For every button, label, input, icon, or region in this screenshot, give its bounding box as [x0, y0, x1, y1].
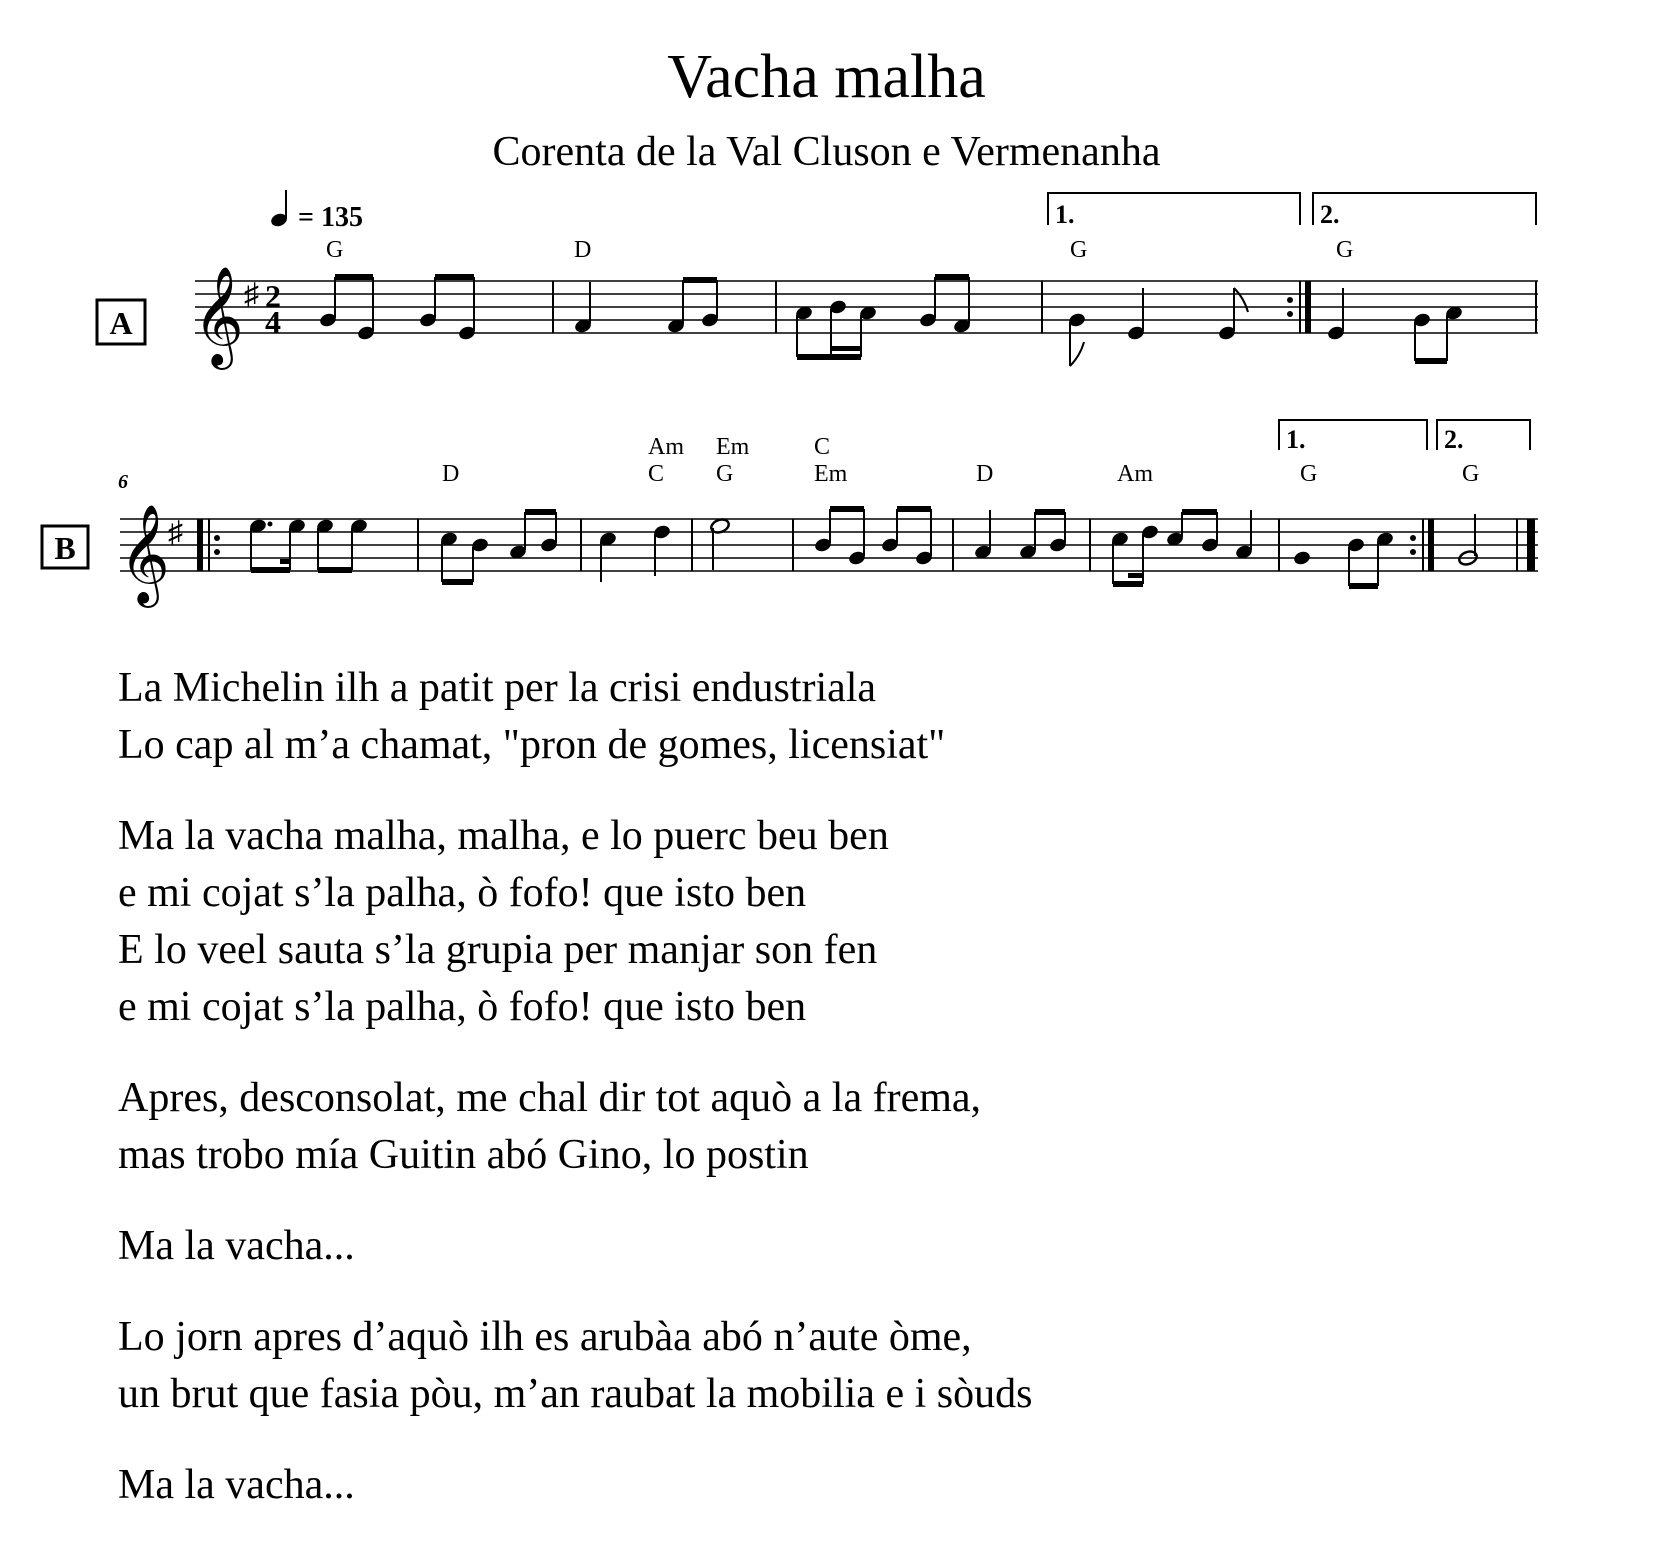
repeat-start-b [197, 519, 203, 571]
lyrics [118, 660, 1598, 1548]
staff-a [195, 281, 1538, 333]
final-barline [1527, 519, 1535, 571]
lyric-line: Ma la vacha... [118, 1462, 355, 1508]
chord-a-4: G [1336, 237, 1354, 263]
stanza-2 [118, 808, 1598, 1036]
repeat-end-b [1428, 519, 1434, 571]
lyric-line: e mi cojat s’la palha, ò fofo! que isto ben [118, 870, 807, 916]
beams-a [335, 274, 1447, 364]
lyric-line: mas trobo mía Guitin abó Gino, lo postin [118, 1132, 809, 1178]
chord-b-2: C [648, 461, 665, 487]
chord-a-1: G [326, 237, 344, 263]
volta-a-2-label: 2. [1320, 200, 1340, 229]
stanza-4 [118, 1218, 1598, 1275]
chord-b-4: Em [814, 461, 848, 487]
measure-number: 6 [118, 471, 128, 493]
chord-b-7: G [1300, 461, 1318, 487]
chord-b-8: G [1462, 461, 1480, 487]
lyric-line: E lo veel sauta s’la grupia per manjar son fen [118, 927, 878, 973]
chord-b-3: G [716, 461, 734, 487]
volta-a-1 [1048, 193, 1300, 225]
volta-b-1-label: 1. [1286, 425, 1306, 454]
song-subtitle: Corenta de la Val Cluson e Vermenanha [492, 129, 1161, 175]
treble-clef-icon: 𝄞 [193, 266, 244, 366]
stanza-1 [118, 660, 1598, 774]
chord-b-top-2: Em [716, 434, 750, 460]
volta-a-1-label: 1. [1055, 200, 1075, 229]
stems-b [251, 509, 1475, 586]
tempo-marking [269, 190, 363, 233]
chord-b-6: Am [1117, 461, 1153, 487]
chord-b-top-1: Am [648, 434, 684, 460]
volta-a-2 [1313, 193, 1536, 225]
rehearsal-label-a: A [109, 305, 133, 341]
chord-b-top-3: C [814, 434, 831, 460]
chord-b-1: D [442, 461, 460, 487]
chord-b-5: D [976, 461, 994, 487]
lyric-line: un brut que fasia pòu, m’an raubat la mobilia e i sòuds [118, 1371, 1033, 1417]
lyric-line: La Michelin ilh a patit per la crisi endustriala [118, 665, 877, 711]
chord-a-2: D [574, 237, 592, 263]
treble-clef-b-icon: 𝄞 [119, 504, 170, 604]
lyric-line: Lo cap al m’a chamat, "pron de gomes, licensiat" [118, 722, 946, 768]
time-signature-bottom: 4 [265, 304, 281, 340]
time-signature-top: 2 [265, 278, 281, 314]
rehearsal-label-b: B [54, 530, 76, 566]
stanza-5 [118, 1309, 1598, 1423]
key-signature-sharp-icon: ♯ [244, 278, 259, 311]
lyric-line: Ma la vacha malha, malha, e lo puerc beu ben [118, 813, 889, 859]
song-title: Vacha malha [667, 43, 986, 111]
key-signature-sharp-b-icon: ♯ [168, 516, 183, 549]
chord-a-3: G [1070, 237, 1088, 263]
repeat-end-a [1305, 281, 1311, 333]
stanza-6 [118, 1457, 1598, 1514]
volta-b-2-label: 2. [1444, 425, 1464, 454]
lyric-line: Lo jorn apres d’aquò ilh es arubàa abó n’aute òme, [118, 1314, 972, 1360]
lyric-line: Apres, desconsolat, me chal dir tot aquò a la frema, [118, 1075, 982, 1121]
stanza-3 [118, 1070, 1598, 1184]
stems-a [335, 277, 1447, 366]
tempo-label: = 135 [298, 202, 363, 233]
lyric-line: Ma la vacha... [118, 1223, 355, 1269]
sheet-music [0, 0, 1653, 640]
lyric-line: e mi cojat s’la palha, ò fofo! que isto ben [118, 984, 807, 1030]
